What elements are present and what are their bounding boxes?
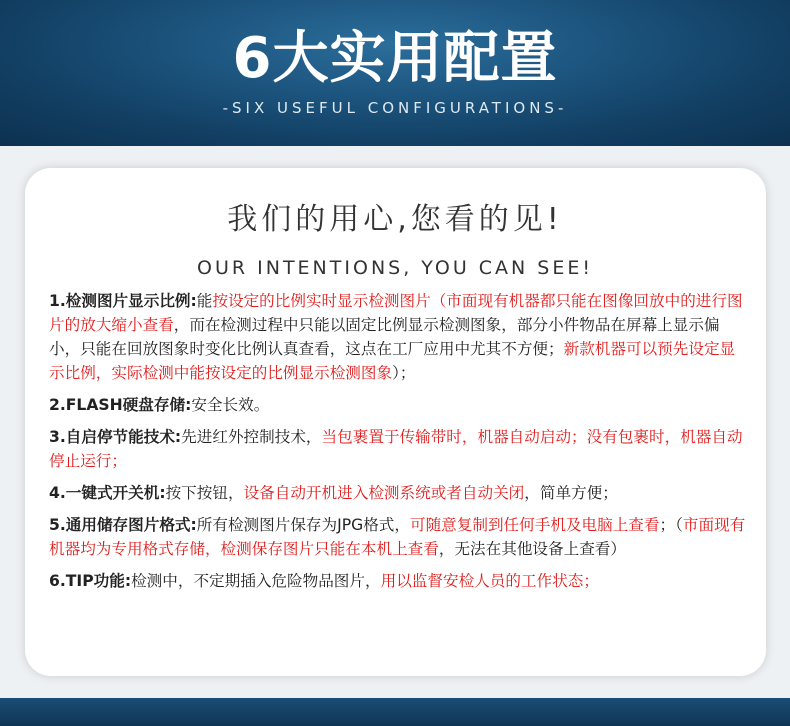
feature-list	[49, 289, 749, 601]
feature-label: 5.通用储存图片格式:	[49, 516, 197, 534]
feature-text: ）；	[392, 364, 416, 382]
feature-text: 安全长效。	[191, 396, 270, 414]
feature-text: ，无法在其他设备上查看）	[438, 540, 626, 558]
feature-label: 6.TIP功能:	[49, 572, 132, 590]
feature-text: ，而在检测过程中只能以固定比例显示检测图象，部分小件物品在屏幕上显示偏小，只能在回放图象时变化比例认真查看，这点在工厂应用中尤其不方便；	[49, 316, 720, 358]
page-title: 6大实用配置	[232, 26, 558, 91]
feature-highlight-text: 市面现有机器均为专用格式存储，检测保存图片只能在本机上查看	[49, 516, 746, 558]
feature-item	[49, 481, 749, 505]
feature-label: 3.自启停节能技术:	[49, 428, 182, 446]
feature-highlight-text: 用以监督安检人员的工作状态；	[380, 572, 599, 590]
feature-text: 检测中，不定期插入危险物品图片，	[131, 572, 381, 590]
feature-item	[49, 513, 749, 561]
feature-text: 先进红外控制技术，	[181, 428, 322, 446]
feature-highlight-text: 设备自动开机进入检测系统或者自动关闭	[243, 484, 525, 502]
feature-item	[49, 289, 749, 385]
footer-band	[0, 698, 790, 726]
feature-label: 1.检测图片显示比例:	[49, 292, 197, 310]
feature-highlight-text: 按设定的比例实时显示检测图片（市面现有机器都只能在图像回放中的进行图片的放大缩小查看	[49, 292, 743, 334]
feature-highlight-text: 可随意复制到任何手机及电脑上查看	[409, 516, 660, 534]
feature-text: 能	[196, 292, 213, 310]
feature-label: 2.FLASH硬盘存储:	[49, 396, 192, 414]
header-banner	[0, 0, 790, 146]
feature-text: ，简单方便；	[524, 484, 618, 502]
feature-text: 所有检测图片保存为JPG格式，	[196, 516, 410, 534]
feature-item	[49, 393, 749, 417]
feature-highlight-text: 新款机器可以预先设定显示比例，实际检测中能按设定的比例显示检测图象	[49, 340, 736, 382]
feature-label: 4.一键式开关机:	[49, 484, 166, 502]
page-subtitle: -SIX USEFUL CONFIGURATIONS-	[222, 99, 568, 117]
card-title: 我们的用心,您看的见!	[227, 202, 563, 237]
feature-text: ；（	[659, 516, 683, 534]
feature-text: 按下按钮，	[165, 484, 244, 502]
card-subtitle: OUR INTENTIONS, YOU CAN SEE!	[197, 257, 593, 279]
feature-item	[49, 569, 749, 593]
feature-item	[49, 425, 749, 473]
feature-highlight-text: 当包裹置于传输带时，机器自动启动；没有包裹时，机器自动停止运行；	[49, 428, 743, 470]
